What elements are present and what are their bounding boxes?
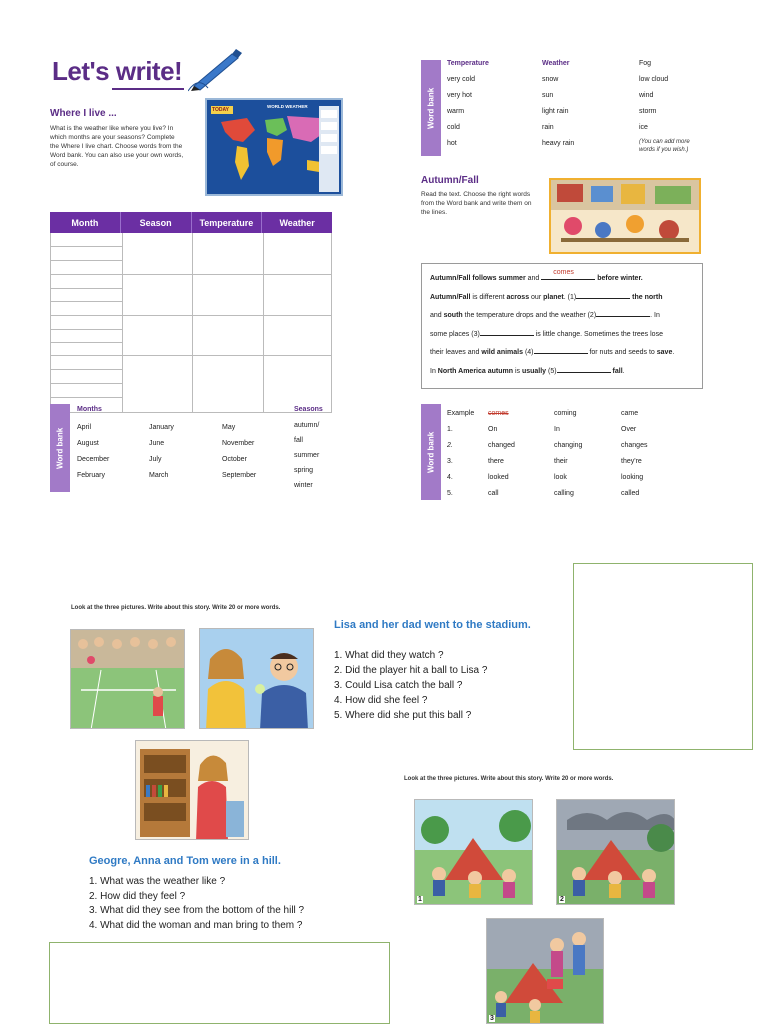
story1-title: Lisa and her dad went to the stadium. — [334, 619, 531, 631]
months-col-3: May November October September — [222, 424, 257, 479]
answer-box-2[interactable] — [49, 942, 390, 1024]
temperature-head: Temperature — [447, 60, 489, 67]
question: 3. Could Lisa catch the ball ? — [334, 680, 463, 691]
blank-2[interactable] — [596, 310, 650, 317]
word-bank-note: (You can add more words if you wish.) — [639, 139, 690, 153]
col-season: Season — [121, 212, 192, 233]
world-weather-map — [205, 98, 343, 196]
question: 1. What was the weather like ? — [89, 876, 226, 887]
question: 1. What did they watch ? — [334, 650, 444, 661]
autumn-line-5: their leaves and wild animals (4) for nuts and seeds to save. — [430, 349, 675, 356]
autumn-line-2: Autumn/Fall is different across our planet. (1) the north — [430, 293, 663, 301]
story2-instruction: Look at the three pictures. Write about this story. Write 20 or more words. — [404, 776, 614, 782]
temperature-list: very cold very hot warm cold hot — [447, 76, 476, 147]
camping-picture-3 — [486, 918, 604, 1024]
autumn-text-box — [421, 263, 703, 389]
wb-col-b: coming In changing their look calling — [554, 410, 583, 497]
lisa-and-dad-picture — [199, 628, 314, 729]
where-i-live-heading: Where I live ... — [50, 108, 117, 119]
col-weather: Weather — [279, 217, 315, 228]
autumn-line-3: and south the temperature drops and the weather (2) . In — [430, 312, 660, 319]
word-bank-tab: Word bank — [421, 60, 441, 156]
picture-number: 3 — [490, 1015, 494, 1022]
page-title: Let's write! — [52, 56, 183, 86]
autumn-heading: Autumn/Fall — [421, 175, 479, 186]
blank-5[interactable] — [557, 366, 611, 373]
picture-number: 1 — [418, 896, 422, 903]
word-bank-tab: Word bank — [421, 404, 441, 500]
story2-questions — [89, 875, 304, 933]
months-col-2: January June July March — [149, 424, 174, 479]
autumn-cafe-picture — [549, 178, 701, 254]
wb-col-a: comes On changed there looked call — [488, 410, 515, 497]
question: 4. What did the woman and man bring to them ? — [89, 919, 303, 931]
months-col-1: April August December February — [77, 424, 110, 479]
months-word-bank — [50, 404, 332, 508]
example-answer: comes — [553, 269, 574, 276]
autumn-line-4: some places (3) is little change. Sometimes the trees lose — [430, 330, 663, 338]
question: 2. Did the player hit a ball to Lisa ? — [334, 665, 488, 676]
camping-picture-2 — [556, 799, 675, 905]
title-underline — [112, 88, 184, 90]
map-title: WORLD WEATHER — [267, 104, 308, 109]
table-header — [50, 212, 332, 233]
lisa-bookshelf-picture — [135, 740, 249, 840]
story2-title: Geogre, Anna and Tom were in a hill. — [89, 855, 281, 867]
weather-word-bank — [421, 58, 711, 162]
map-today-label: TODAY — [212, 107, 229, 113]
col-month: Month — [50, 212, 121, 233]
tennis-stadium-picture — [70, 629, 185, 729]
autumn-word-bank — [421, 404, 711, 504]
seasons-list: autumn/ fall summer spring winter — [294, 422, 320, 489]
wb-col-c: came Over changes they're looking called — [621, 410, 648, 497]
blank-1[interactable] — [576, 292, 630, 299]
weather-extra-list: Fog low cloud wind storm ice — [639, 60, 669, 131]
picture-number: 2 — [560, 896, 564, 903]
months-head: Months — [77, 406, 102, 413]
autumn-line-6: In North America autumn is usually (5) fall. — [430, 367, 625, 375]
where-i-live-instructions: What is the weather like where you live? In which months are your seasons? Complete the Where I live chart. Choose words from the Word bank. You can also use your own words, of course. — [50, 125, 184, 168]
blank-3[interactable] — [480, 329, 534, 336]
question: 5. Where did she put this ball ? — [334, 710, 472, 721]
where-i-live-table — [50, 212, 332, 413]
weather-list: snow sun light rain rain heavy rain — [542, 76, 575, 147]
weather-head: Weather — [542, 60, 570, 67]
question: 4. How did she feel ? — [334, 695, 428, 706]
question: 2. How did they feel ? — [89, 890, 186, 902]
table-body[interactable] — [50, 233, 332, 413]
col-temperature: Temperature — [192, 212, 263, 233]
story1-questions — [334, 648, 487, 723]
answer-box-1[interactable] — [573, 563, 753, 750]
word-bank-tab: Word bank — [50, 404, 70, 492]
pen-icon — [188, 46, 244, 92]
blank-4[interactable] — [534, 347, 588, 354]
question: 3. What did they see from the bottom of the hill ? — [89, 905, 305, 916]
seasons-head: Seasons — [294, 406, 323, 413]
camping-picture-1 — [414, 799, 533, 905]
story1-instruction: Look at the three pictures. Write about this story. Write 20 or more words. — [71, 605, 281, 611]
autumn-instructions: Read the text. Choose the right words from the Word bank and write them on the lines. — [421, 191, 532, 216]
autumn-line-1: Autumn/Fall follows summer and comes before winter. — [430, 270, 694, 289]
wb-col-number: Example 1. 2. 3. 4. 5. — [447, 410, 475, 497]
